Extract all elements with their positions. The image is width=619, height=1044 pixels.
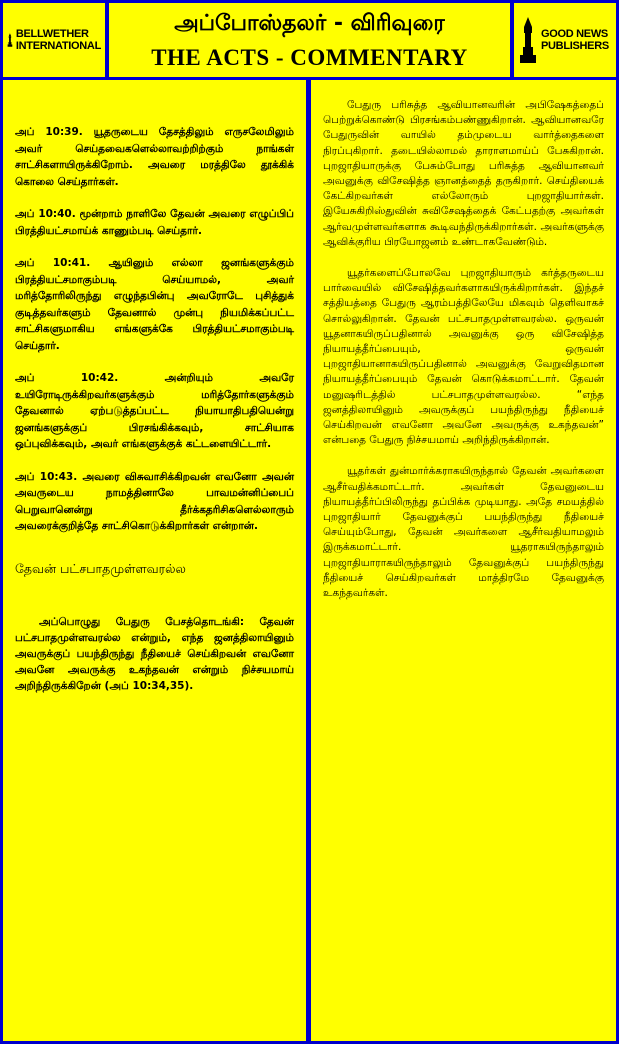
- bellwether-logo: [3, 3, 105, 77]
- right-logo-line1: GOOD NEWS: [541, 28, 608, 40]
- commentary-paragraph-3: யூதர்கள் துன்மார்க்கராகயிருந்தால் தேவன் அவர்களை ஆசீர்வதிக்கமாட்டார். அவர்கள் தேவனுடைய நியாயத்தீர்ப்பிலிருந்து தப்பிக்க முடியாது. அதே சமயத்தில் புறஜாதியார் தேவனுக்குப் பயந்திருந்து நீதியைச் செய்யும்போது, தேவன் அவர்களை ஆசீர்வதியாமலும் இருக்கமாட்டார். யூதராகயிருந்தாலும் புறஜாதியாராகயிருந்தாலும் தேவனுக்குப் பயந்திருந்து நீதியைச் செய்கிறவர்கள் மாத்திரமே தேவனுக்கு உகந்தவர்கள்.: [323, 465, 604, 600]
- right-column: [311, 80, 616, 1041]
- bell-tower-icon: [518, 17, 538, 63]
- right-logo-line2: PUBLISHERS: [541, 40, 609, 52]
- verse-10-41: அப் 10:41. ஆயினும் எல்லா ஜனங்களுக்கும் பிரத்தியட்சமாகும்படி செய்யாமல், அவர் மரித்தோரிலிருந்து எழுந்தபின்பு அவரோடே புசித்துக் குடித்தவர்களும் தேவனால் முன்பு நியமிக்கப்பட்ட சாட்சிகளுமாகிய எங்களுக்கே பிரத்தியட்சமாகும்படி செய்தார்.: [15, 257, 294, 352]
- left-logo-line1: BELLWETHER: [15, 28, 89, 40]
- left-column: [3, 80, 306, 1041]
- commentary-paragraph-1: பேதுரு பரிசுத்த ஆவியானவரின் அபிஷேகத்தைப் பெற்றுக்கொண்டு பிரசங்கம்பண்ணுகிறான். ஆவியானவரே பேதுருவின் வாயில் தம்முடைய வார்த்தைகளை நிரப்புகிறார். தடையில்லாமல் தாராளமாய்ப் பேசுகிறான். புறஜாதியாருக்கு பேசும்போது பரிசுத்த ஆவியானவர் அவனுக்கு விசேஷித்த ஞானத்தைத் தருகிறார். செய்தியைக் கேட்கிறவர்கள் எல்லோரும் புறஜாதியார்கள். இயேசுகிறிஸ்துவின் சுவிசேஷத்தைக் கேட்பதற்கு அவர்கள் ஆர்வமுள்ளவர்களாக கூடிவந்திருக்கிறார்கள். அவர்களுக்கு ஆவிக்குரிய பிரயோஜனம் உண்டாகவேண்டும்.: [323, 99, 604, 248]
- verse-10-40: அப் 10:40. மூன்றாம் நாளிலே தேவன் அவரை எழுப்பிப் பிரத்தியட்சமாய்க் காணும்படி செய்தார்.: [15, 208, 294, 237]
- verse-10-39: அப் 10:39. யூதருடைய தேசத்திலும் எருசலேமிலும் அவர் செய்தவைகளெல்லாவற்றிற்கும் நாங்கள் சாட்சிகளாயிருக்கிறோம். அவரை மரத்திலே தூக்கிக் கொலை செய்தார்கள்.: [15, 126, 294, 188]
- verse-10-43: அப் 10:43. அவரை விசுவாசிக்கிறவன் எவனோ அவன் அவருடைய நாமத்தினாலே பாவமன்னிப்பைப் பெறுவானென்று தீர்க்கதரிசிகளெல்லாரும் அவரைக்குறித்தே சாட்சிகொடுக்கிறார்கள் என்றான்.: [15, 470, 294, 532]
- commentary-paragraph-2: யூதர்களைப்போலவே புறஜாதியாரும் கர்த்தருடைய பார்வையில் விசேஷித்தவர்களாகயிருக்கிறார்கள். இந்தச் சத்தியத்தை பேதுரு ஆரம்பத்திலேயே மிகவும் தெளிவாகச் சொல்லுகிறான். தேவன் பட்சபாதமுள்ளவரல்ல. ஒருவன் யூதனாகயிருப்பதினால் அவனுக்கு ஒரு விசேஷித்த நியாயத்தீர்ப்பையும், ஒருவன் புறஜாதியானாகயிருப்பதினால் அவனுக்கு வேறுவிதமான நியாயத்தீர்ப்பையும் தேவன் கொடுக்கமாட்டார். தேவன் மனுஷரிடத்தில் பட்சபாதமுள்ளவரல்ல. “எந்த ஜனத்திலாயினும் அவருக்குப் பயந்திருந்து நீதியைச் செய்கிறவன் எவனோ அவனே அவருக்கு உகந்தவன்” என்பதை பேதுரு நிச்சயமாய் அறிந்திருக்கிறான்.: [323, 267, 604, 447]
- verse-10-42: அப் 10:42. அன்றியும் அவரே உயிரோடிருக்கிறவர்களுக்கும் மரித்தோர்களுக்கும் தேவனால் ஏற்படுத்தப்பட்ட நியாயாதிபதியென்று ஜனங்களுக்குப் பிரசங்கிக்கவும், சாட்சியாக ஒப்புவிக்கவும், அவர் எங்களுக்குக் கட்டளையிட்டார்.: [15, 372, 294, 450]
- section-heading: தேவன் பட்சபாதமுள்ளவரல்ல: [15, 560, 186, 576]
- intro-paragraph: அப்பொழுது பேதுரு பேசத்தொடங்கி: தேவன் பட்சபாதமுள்ளவரல்ல என்றும், எந்த ஜனத்திலாயினும் அவருக்குப் பயந்திருந்து நீதியைச் செய்கிறவன் எவனோ அவனே அவருக்கு உகந்தவன் என்றும் நிச்சயமாய் அறிந்திருக்கிறேன் (அப் 10:34,35).: [15, 615, 294, 692]
- title-panel: [109, 3, 510, 77]
- good-news-logo: [514, 3, 616, 77]
- page-title-tamil: அப்போஸ்தலர் - விரிவுரை: [174, 11, 445, 36]
- bell-tower-icon: [7, 17, 13, 63]
- page-title-english: THE ACTS - COMMENTARY: [151, 45, 468, 70]
- left-logo-line2: INTERNATIONAL: [15, 40, 101, 52]
